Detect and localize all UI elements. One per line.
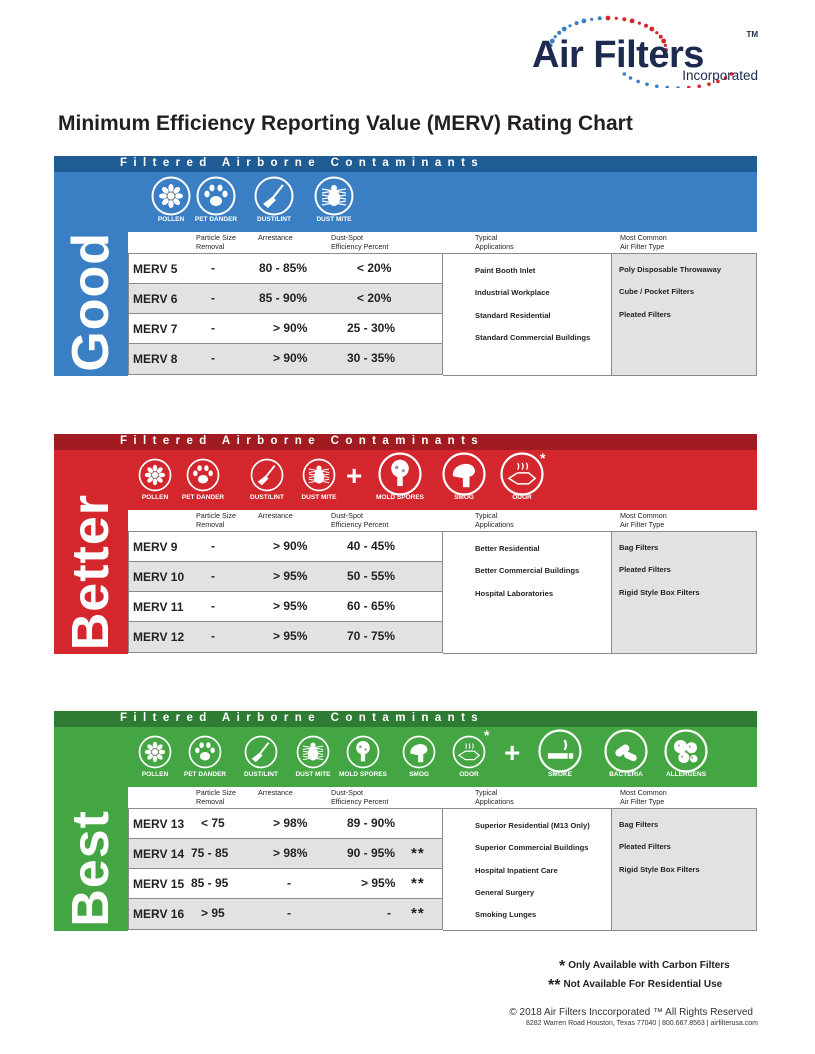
- filter-type-item: Poly Disposable Throwaway: [619, 265, 722, 274]
- dust-lint-icon: [250, 458, 284, 492]
- pollen-icon: [138, 458, 172, 492]
- merv-table: [128, 808, 443, 930]
- table-row: [129, 344, 442, 374]
- rating-word: Better: [62, 493, 120, 650]
- dust-lint-icon: [254, 176, 294, 216]
- odor-icon: [452, 735, 486, 769]
- particle-size-value: > 95: [201, 906, 225, 920]
- icon-label: MOLD SPORES: [375, 494, 425, 501]
- filter-type-item: Rigid Style Box Filters: [619, 865, 700, 874]
- carbon-only-mark: *: [540, 450, 546, 466]
- col-applications: Typical Applications: [475, 233, 514, 251]
- arrestance-value: 85 - 90%: [259, 291, 308, 305]
- col-applications: Typical Applications: [475, 511, 514, 529]
- filter-type-item: Rigid Style Box Filters: [619, 588, 700, 597]
- application-item: Standard Commercial Buildings: [475, 333, 591, 342]
- table-row: [129, 532, 442, 562]
- merv-table: [128, 531, 443, 653]
- dust-spot-value: -: [387, 906, 391, 920]
- mold-spores-icon: [346, 735, 380, 769]
- col-arrestance: Arrestance: [258, 511, 293, 520]
- arrestance-value: -: [287, 876, 291, 890]
- section-header: [54, 711, 757, 727]
- application-item: Better Residential: [475, 544, 540, 553]
- rating-side-bar: [54, 787, 128, 931]
- icon-label: DUST/LINT: [250, 494, 284, 501]
- application-item: Paint Booth Inlet: [475, 266, 536, 275]
- filter-type-item: Pleated Filters: [619, 565, 671, 574]
- applications-box: [443, 808, 611, 931]
- icon-label: POLLEN: [157, 216, 185, 223]
- application-item: Hospital Inpatient Care: [475, 866, 558, 875]
- page-title: Minimum Efficiency Reporting Value (MERV) Rating Chart: [58, 112, 633, 135]
- dust-spot-value: > 95%: [361, 876, 396, 890]
- col-applications: Typical Applications: [475, 788, 514, 806]
- dust-mite-icon: [314, 176, 354, 216]
- table-row: [129, 839, 442, 869]
- particle-size-value: -: [211, 539, 215, 553]
- pet-dander-icon: [188, 735, 222, 769]
- col-filter-type: Most Common Air Filter Type: [620, 233, 667, 251]
- particle-size-value: -: [211, 291, 215, 305]
- filter-type-item: Bag Filters: [619, 820, 659, 829]
- application-item: Hospital Laboratories: [475, 589, 554, 598]
- col-particle-size: Particle Size Removal: [196, 233, 236, 251]
- icon-label: PET DANDER: [183, 771, 227, 778]
- particle-size-value: -: [211, 569, 215, 583]
- col-particle-size: Particle Size Removal: [196, 511, 236, 529]
- merv-rating: MERV 5: [133, 262, 178, 276]
- rating-word: Best: [62, 810, 120, 927]
- arrestance-value: > 98%: [273, 846, 308, 860]
- table-row: [129, 869, 442, 899]
- particle-size-value: -: [211, 629, 215, 643]
- col-dust-spot: Dust-Spot Efficiency Percent: [331, 788, 389, 806]
- dust-lint-icon: [244, 735, 278, 769]
- odor-icon: [500, 452, 544, 496]
- filter-type-item: Bag Filters: [619, 543, 659, 552]
- dust-spot-value: 50 - 55%: [347, 569, 396, 583]
- carbon-only-mark: *: [484, 727, 490, 743]
- arrestance-value: -: [287, 906, 291, 920]
- particle-size-value: 85 - 95: [191, 876, 229, 890]
- footnote-residential: ** Not Available For Residential Use: [548, 977, 723, 994]
- arrestance-value: > 90%: [273, 539, 308, 553]
- section-header-text: Filtered Airborne Contaminants: [120, 157, 485, 169]
- col-dust-spot: Dust-Spot Efficiency Percent: [331, 511, 389, 529]
- arrestance-value: > 98%: [273, 816, 308, 830]
- icon-label: DUST MITE: [316, 216, 352, 223]
- dust-spot-value: 40 - 45%: [347, 539, 396, 553]
- company-logo: [528, 10, 768, 88]
- arrestance-value: > 95%: [273, 599, 308, 613]
- particle-size-value: 75 - 85: [191, 846, 229, 860]
- icon-label: DUST MITE: [301, 494, 337, 501]
- dust-mite-icon: [302, 458, 336, 492]
- pollen-icon: [151, 176, 191, 216]
- arrestance-value: > 95%: [273, 629, 308, 643]
- dust-spot-value: < 20%: [357, 291, 392, 305]
- logo-subtitle: Incorporated: [682, 68, 758, 83]
- icon-label: BACTERIA: [609, 771, 643, 778]
- residential-restriction-mark: **: [411, 875, 425, 892]
- icon-label: ODOR: [459, 771, 479, 778]
- application-item: Superior Residential (M13 Only): [475, 821, 590, 830]
- icon-label: PET DANDER: [194, 216, 238, 223]
- smog-icon: [442, 452, 486, 496]
- residential-restriction-mark: **: [411, 905, 425, 922]
- section-header: [54, 434, 757, 450]
- arrestance-value: > 95%: [273, 569, 308, 583]
- allergens-icon: [664, 729, 708, 773]
- particle-size-value: -: [211, 351, 215, 365]
- col-filter-type: Most Common Air Filter Type: [620, 511, 667, 529]
- icon-label: ODOR: [512, 494, 532, 501]
- dust-spot-value: 90 - 95%: [347, 846, 396, 860]
- filter-types-box: [611, 808, 757, 931]
- dust-spot-value: < 20%: [357, 261, 392, 275]
- icon-label: MOLD SPORES: [338, 771, 388, 778]
- icon-label: POLLEN: [141, 494, 169, 501]
- merv-rating: MERV 9: [133, 540, 178, 554]
- application-item: General Surgery: [475, 888, 535, 897]
- pet-dander-icon: [186, 458, 220, 492]
- plus-sign: +: [504, 737, 521, 768]
- table-row: [129, 254, 442, 284]
- rating-word: Good: [62, 232, 120, 372]
- filter-type-item: Pleated Filters: [619, 310, 671, 319]
- icon-label: POLLEN: [141, 771, 169, 778]
- merv-rating: MERV 11: [133, 600, 184, 614]
- merv-rating: MERV 12: [133, 630, 185, 644]
- merv-rating: MERV 10: [133, 570, 185, 584]
- particle-size-value: < 75: [201, 816, 225, 830]
- table-row: [129, 592, 442, 622]
- dust-spot-value: 70 - 75%: [347, 629, 396, 643]
- filter-type-item: Cube / Pocket Filters: [619, 287, 695, 296]
- filter-types-box: [611, 253, 757, 376]
- rating-side-bar: [54, 232, 128, 376]
- particle-size-value: -: [211, 599, 215, 613]
- dust-spot-value: 89 - 90%: [347, 816, 396, 830]
- table-row: [129, 809, 442, 839]
- applications-box: [443, 253, 611, 376]
- particle-size-value: -: [211, 261, 215, 275]
- better-section: [54, 434, 757, 654]
- particle-size-value: -: [211, 321, 215, 335]
- plus-sign: +: [346, 460, 363, 491]
- application-item: Standard Residential: [475, 311, 551, 320]
- col-filter-type: Most Common Air Filter Type: [620, 788, 667, 806]
- col-particle-size: Particle Size Removal: [196, 788, 236, 806]
- merv-rating: MERV 8: [133, 352, 178, 366]
- rating-side-bar: [54, 493, 128, 654]
- applications-box: [443, 531, 611, 654]
- footnote-carbon: * Only Available with Carbon Filters: [559, 958, 730, 975]
- pollen-icon: [138, 735, 172, 769]
- table-row: [129, 314, 442, 344]
- smog-icon: [402, 735, 436, 769]
- merv-rating: MERV 16: [133, 907, 185, 921]
- filter-type-item: Pleated Filters: [619, 842, 671, 851]
- table-row: [129, 899, 442, 929]
- merv-rating: MERV 7: [133, 322, 178, 336]
- application-item: Superior Commercial Buildings: [475, 843, 589, 852]
- application-item: Better Commercial Buildings: [475, 566, 580, 575]
- merv-table: [128, 253, 443, 375]
- residential-restriction-mark: **: [411, 845, 425, 862]
- application-item: Smoking Lunges: [475, 910, 537, 919]
- icon-label: DUST/LINT: [257, 216, 291, 223]
- arrestance-value: > 90%: [273, 351, 308, 365]
- arrestance-value: > 90%: [273, 321, 308, 335]
- icon-label: SMOG: [409, 771, 429, 778]
- dust-spot-value: 30 - 35%: [347, 351, 396, 365]
- dust-spot-value: 25 - 30%: [347, 321, 396, 335]
- address: 8282 Warren Road Houston, Texas 77040 | 800.667.8563 | airfilterusa.com: [525, 1020, 758, 1027]
- dust-spot-value: 60 - 65%: [347, 599, 396, 613]
- merv-rating: MERV 15: [133, 877, 185, 891]
- good-section: [54, 156, 757, 376]
- table-row: [129, 284, 442, 314]
- icon-label: DUST/LINT: [244, 771, 278, 778]
- icon-label: DUST MITE: [295, 771, 331, 778]
- pet-dander-icon: [196, 176, 236, 216]
- filter-types-box: [611, 531, 757, 654]
- logo-name: Air Filters: [532, 34, 704, 76]
- merv-rating: MERV 6: [133, 292, 178, 306]
- dust-mite-icon: [296, 735, 330, 769]
- icon-label: PET DANDER: [181, 494, 225, 501]
- col-arrestance: Arrestance: [258, 233, 293, 242]
- section-header-text: Filtered Airborne Contaminants: [120, 712, 485, 724]
- copyright: © 2018 Air Filters Inccorporated ™ All Rights Reserved: [509, 1007, 753, 1018]
- table-row: [129, 562, 442, 592]
- mold-spores-icon: [378, 452, 422, 496]
- arrestance-value: 80 - 85%: [259, 261, 308, 275]
- merv-rating: MERV 14: [133, 847, 185, 861]
- icon-label: ALLERGENS: [665, 771, 707, 778]
- table-row: [129, 622, 442, 652]
- smoke-icon: [538, 729, 582, 773]
- section-header: [54, 156, 757, 172]
- section-header-text: Filtered Airborne Contaminants: [120, 435, 485, 447]
- icon-label: SMOKE: [548, 771, 572, 778]
- best-section: [54, 711, 757, 931]
- merv-rating: MERV 13: [133, 817, 185, 831]
- bacteria-icon: [604, 729, 648, 773]
- icon-label: SMOG: [454, 494, 474, 501]
- logo-trademark: TM: [746, 30, 758, 39]
- application-item: Industrial Workplace: [475, 288, 550, 297]
- col-arrestance: Arrestance: [258, 788, 293, 797]
- col-dust-spot: Dust-Spot Efficiency Percent: [331, 233, 389, 251]
